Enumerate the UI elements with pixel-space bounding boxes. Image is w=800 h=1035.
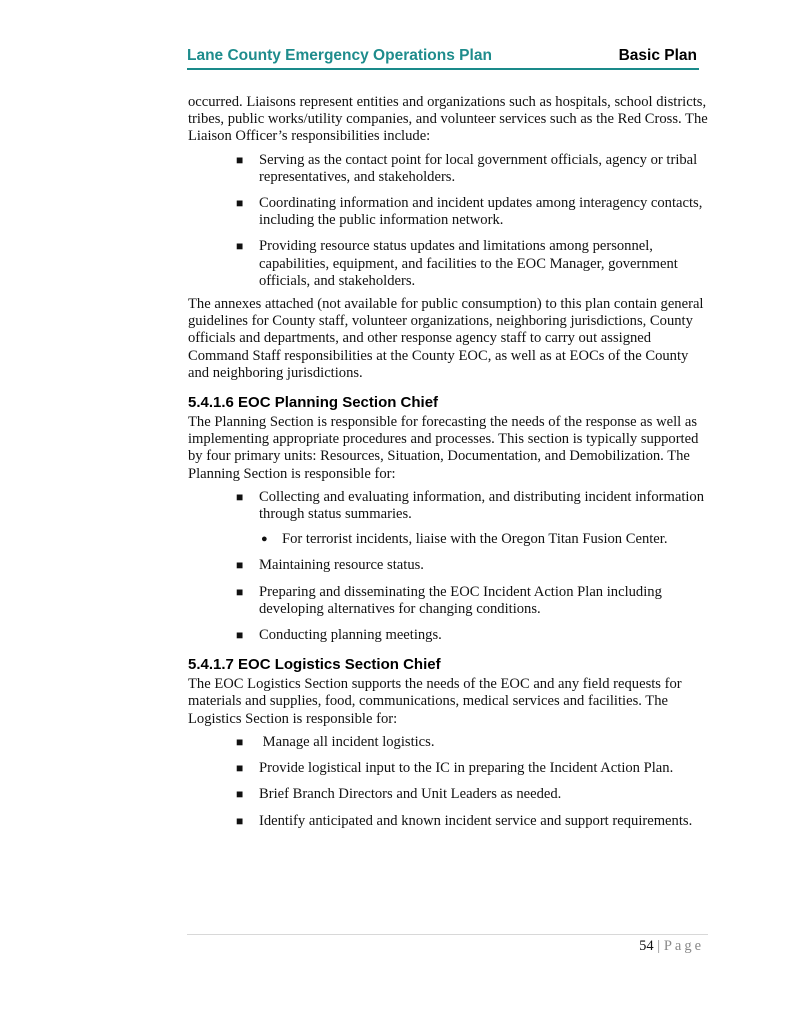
list-item: ■ Brief Branch Directors and Unit Leaders as needed. bbox=[236, 786, 562, 803]
page-label: Page bbox=[663, 938, 704, 954]
square-bullet-icon: ■ bbox=[236, 489, 244, 504]
footer-separator: | bbox=[657, 938, 661, 954]
list-item: ■ Maintaining resource status. bbox=[236, 557, 424, 574]
list-item: ■ Serving as the contact point for local government officials, agency or tribal representatives, and stakeholders. bbox=[236, 151, 698, 185]
planning-paragraph: The Planning Section is responsible for forecasting the needs of the response as well as implementing appropriate procedures and processes. This section is typically supported by four primary units: Resources, Situation, Documentation, and Demobilization. The Planning Section is responsible for: bbox=[188, 414, 699, 482]
page-header bbox=[187, 46, 699, 70]
annexes-paragraph: The annexes attached (not available for public consumption) to this plan contain general guidelines for County staff, volunteer organizations, neighboring jurisdictions, County officials and departments, and other response agency staff to carry out assigned Command Staff responsibilities at the County EOC, as well as at EOCs of the County and neighboring jurisdictions. bbox=[188, 296, 704, 381]
square-bullet-icon: ■ bbox=[236, 584, 244, 599]
square-bullet-icon: ■ bbox=[236, 196, 244, 211]
document-title: Lane County Emergency Operations Plan bbox=[187, 47, 492, 64]
page-number: 54 bbox=[639, 938, 654, 954]
page-footer bbox=[639, 938, 704, 955]
square-bullet-icon: ■ bbox=[236, 787, 244, 802]
logistics-paragraph: The EOC Logistics Section supports the needs of the EOC and any field requests for materials and supplies, food, communications, medical services and facilities. The Logistics Section is responsible for: bbox=[188, 676, 682, 727]
square-bullet-icon: ■ bbox=[236, 558, 244, 573]
list-item: ■ Identify anticipated and known incident service and support requirements. bbox=[236, 812, 693, 829]
logistics-section-heading: 5.4.1.7 EOC Logistics Section Chief bbox=[188, 656, 441, 674]
square-bullet-icon: ■ bbox=[236, 239, 244, 254]
list-item: ■ Manage all incident logistics. bbox=[236, 733, 435, 750]
footer-divider bbox=[187, 934, 708, 935]
square-bullet-icon: ■ bbox=[236, 734, 244, 749]
list-item: ■ Collecting and evaluating information, and distributing incident information through status summaries. ● For terrorist incidents, liaise with the Oregon Titan Fusion Center. bbox=[188, 489, 708, 549]
section-title: Basic Plan bbox=[618, 47, 697, 64]
liaison-responsibilities-list bbox=[188, 152, 708, 290]
planning-sub-list bbox=[259, 531, 708, 548]
list-item: ■ Coordinating information and incident updates among interagency contacts, including the public information network. bbox=[236, 195, 703, 229]
list-item: ■ Provide logistical input to the IC in preparing the Incident Action Plan. bbox=[236, 760, 674, 777]
square-bullet-icon: ■ bbox=[236, 152, 244, 167]
planning-section-heading: 5.4.1.6 EOC Planning Section Chief bbox=[188, 394, 439, 412]
square-bullet-icon: ■ bbox=[236, 628, 244, 643]
intro-paragraph: occurred. Liaisons represent entities and organizations such as hospitals, school districts, tribes, public works/utility companies, and volunteer services such as the Red Cross. The Liaison Officer’s responsibilities include: bbox=[188, 94, 708, 145]
square-bullet-icon: ■ bbox=[236, 761, 244, 776]
square-bullet-icon: ■ bbox=[236, 813, 244, 828]
planning-responsibilities-list bbox=[188, 489, 708, 644]
page-body bbox=[188, 94, 708, 836]
logistics-responsibilities-list bbox=[188, 734, 708, 830]
sub-list-item: ● For terrorist incidents, liaise with the Oregon Titan Fusion Center. bbox=[261, 531, 668, 548]
list-item: ■ Conducting planning meetings. bbox=[236, 627, 442, 644]
list-item: ■ Preparing and disseminating the EOC Incident Action Plan including developing alternatives for changing conditions. bbox=[236, 583, 662, 617]
list-item: ■ Providing resource status updates and limitations among personnel, capabilities, equipment, and facilities to the EOC Manager, government officials, and stakeholders. bbox=[236, 238, 678, 289]
dot-bullet-icon: ● bbox=[261, 533, 268, 546]
